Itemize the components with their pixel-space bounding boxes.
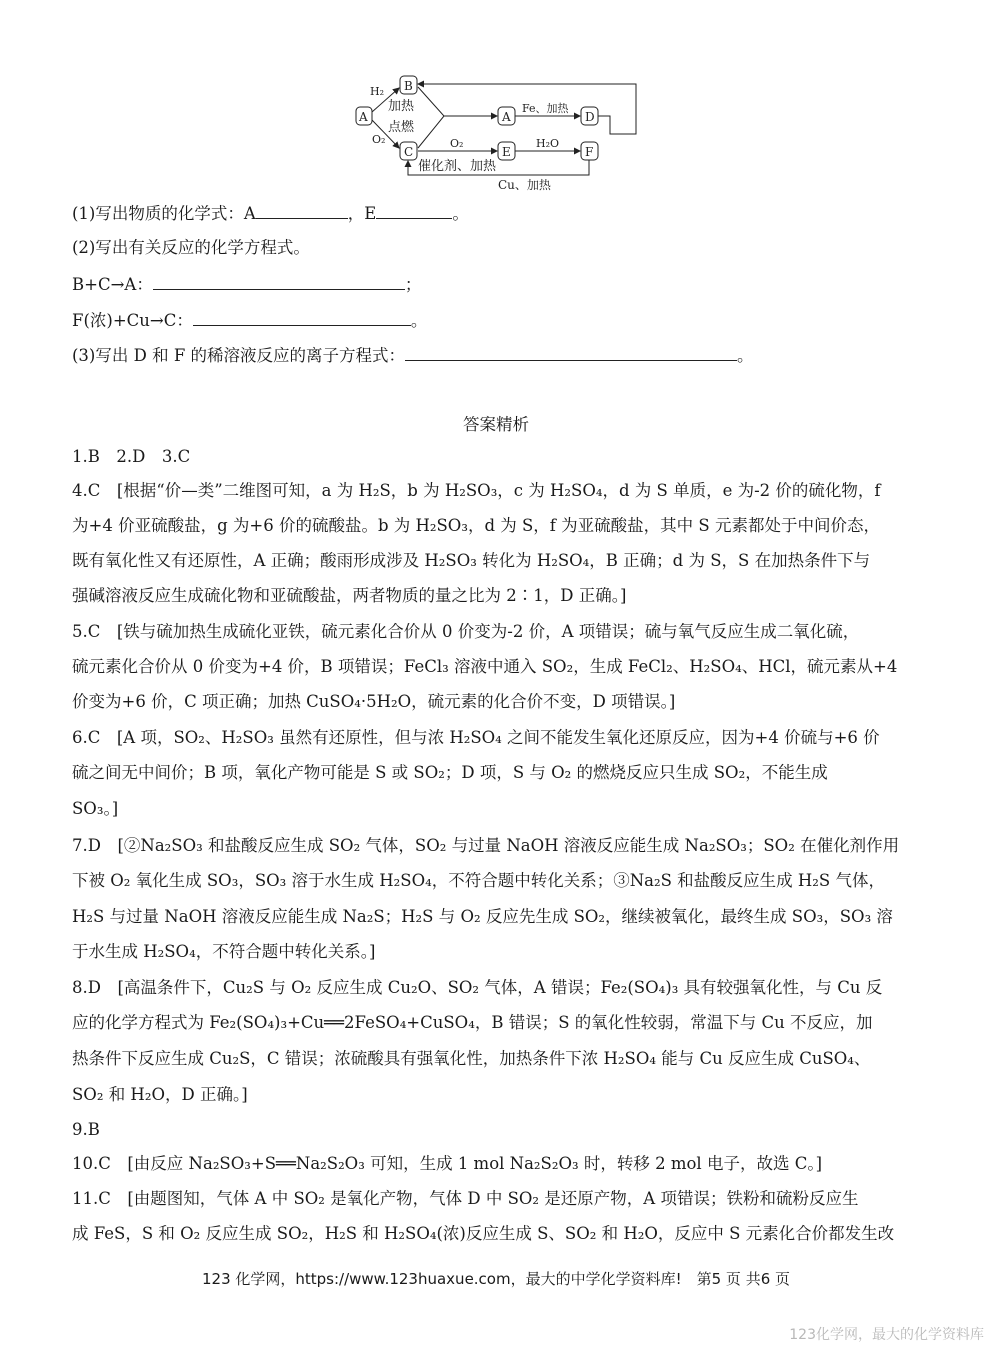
answer-4-line-2: 为+4 价亚硫酸盐，g 为+6 价的硫酸盐。b 为 H₂SO₃，d 为 S，f 为亚硫酸盐，其中 S 元素都处于中间价态， <box>72 516 880 535</box>
page-footer: 123 化学网，https://www.123huaxue.com，最大的中学化学资料库! 第5 页 共6 页 <box>201 1270 791 1288</box>
label-heat: 加热 <box>388 99 415 114</box>
node-b-label: B <box>404 79 413 93</box>
label-cu-heat: Cu、加热 <box>498 178 551 192</box>
answer-6-line-1: 6.C [A 项，SO₂、H₂SO₃ 虽然有还原性，但与浓 H₂SO₄ 之间不能发生氧化还原反应，因为+4 价硫与+6 价 <box>72 728 880 747</box>
answer-5-line-1: 5.C [铁与硫加热生成硫化亚铁，硫元素化合价从 0 价变为-2 价，A 项错误；硫与氧气反应生成二氧化硫， <box>72 622 860 641</box>
answer-7-line-4: 于水生成 H₂SO₄，不符合题中转化关系。] <box>72 942 376 961</box>
answer-6-line-3: SO₃。] <box>72 799 119 818</box>
answer-10: 10.C [由反应 Na₂SO₃+S══Na₂S₂O₃ 可知，生成 1 mol Na₂S₂O₃ 时，转移 2 mol 电子，故选 C。] <box>72 1154 823 1173</box>
watermark: 123化学网，最大的化学资料库 <box>789 1327 984 1343</box>
answer-8-line-3: 热条件下反应生成 Cu₂S，C 错误；浓硫酸具有强氧化性，加热条件下浓 H₂SO₄ 能与 Cu 反应生成 CuSO₄、 <box>72 1049 871 1068</box>
question-2: (2)写出有关反应的化学方程式。 <box>72 238 310 257</box>
answer-4-line-4: 强碱溶液反应生成硫化物和亚硫酸盐，两者物质的量之比为 2∶1，D 正确。] <box>72 586 627 605</box>
question-1: (1)写出物质的化学式：A ，E 。 <box>72 204 469 223</box>
answer-1-3: 1.B 2.D 3.C <box>72 447 191 466</box>
answer-7-line-1: 7.D [②Na₂SO₃ 和盐酸反应生成 SO₂ 气体，SO₂ 与过量 NaOH 溶液反应能生成 Na₂SO₃；SO₂ 在催化剂作用 <box>72 836 900 855</box>
label-o2-left: O₂ <box>372 133 386 146</box>
node-f-label: F <box>585 145 594 159</box>
label-ignite: 点燃 <box>388 120 415 135</box>
node-a-right-label: A <box>502 110 511 124</box>
answer-11-line-2: 成 FeS，S 和 O₂ 反应生成 SO₂，H₂S 和 H₂SO₄(浓)反应生成 S、SO₂ 和 H₂O，反应中 S 元素化合价都发生改 <box>72 1224 895 1243</box>
label-h2: H₂ <box>370 85 385 98</box>
answer-8-line-2: 应的化学方程式为 Fe₂(SO₄)₃+Cu══2FeSO₄+CuSO₄，B 错误；S 的氧化性较弱，常温下与 Cu 不反应，加 <box>72 1013 873 1032</box>
answer-11-line-1: 11.C [由题图知，气体 A 中 SO₂ 是氧化产物，气体 D 中 SO₂ 是还原产物，A 项错误；铁粉和硫粉反应生 <box>72 1189 859 1208</box>
node-d-label: D <box>585 110 595 124</box>
answer-5-line-2: 硫元素化合价从 0 价变为+4 价，B 项错误；FeCl₃ 溶液中通入 SO₂，生成 FeCl₂、H₂SO₄、HCl，硫元素从+4 <box>72 657 898 676</box>
answer-7-line-2: 下被 O₂ 氧化生成 SO₃，SO₃ 溶于水生成 H₂SO₄，不符合题中转化关系；③Na₂S 和盐酸反应生成 H₂S 气体， <box>72 871 885 890</box>
equation-2: F(浓)+Cu→C： 。 <box>72 311 428 330</box>
node-c-label: C <box>404 145 414 159</box>
answer-8-line-4: SO₂ 和 H₂O，D 正确。] <box>72 1085 248 1104</box>
node-a-left-label: A <box>359 110 368 124</box>
answer-5-line-3: 价变为+6 价，C 项正确；加热 CuSO₄·5H₂O，硫元素的化合价不变，D 项错误。] <box>72 692 676 711</box>
answer-9: 9.B <box>72 1120 100 1139</box>
answer-4-line-3: 既有氧化性又有还原性，A 正确；酸雨形成涉及 H₂SO₃ 转化为 H₂SO₄，B 正确；d 为 S，S 在加热条件下与 <box>72 551 871 570</box>
question-3: (3)写出 D 和 F 的稀溶液反应的离子方程式： 。 <box>72 346 754 365</box>
equation-1: B+C→A： ； <box>72 275 422 294</box>
answers-title: 答案精析 <box>463 415 529 434</box>
reaction-diagram <box>0 0 992 200</box>
label-fe-heat: Fe、加热 <box>522 102 569 115</box>
label-h2o: H₂O <box>536 137 560 150</box>
node-e-label: E <box>502 145 511 159</box>
answer-4-line-1: 4.C [根据“价—类”二维图可知，a 为 H₂S，b 为 H₂SO₃，c 为 H₂SO₄，d 为 S 单质，e 为-2 价的硫化物，f <box>72 481 881 500</box>
answer-6-line-2: 硫之间无中间价；B 项，氧化产物可能是 S 或 SO₂；D 项，S 与 O₂ 的燃烧反应只生成 SO₂，不能生成 <box>72 763 828 782</box>
label-o2-mid: O₂ <box>450 137 464 150</box>
answer-8-line-1: 8.D [高温条件下，Cu₂S 与 O₂ 反应生成 Cu₂O、SO₂ 气体，A 错误；Fe₂(SO₄)₃ 具有较强氧化性，与 Cu 反 <box>72 978 883 997</box>
label-catalyst-heat: 催化剂、加热 <box>418 159 497 174</box>
answer-7-line-3: H₂S 与过量 NaOH 溶液反应能生成 Na₂S；H₂S 与 O₂ 反应先生成 SO₂，继续被氧化，最终生成 SO₃，SO₃ 溶 <box>72 907 893 926</box>
